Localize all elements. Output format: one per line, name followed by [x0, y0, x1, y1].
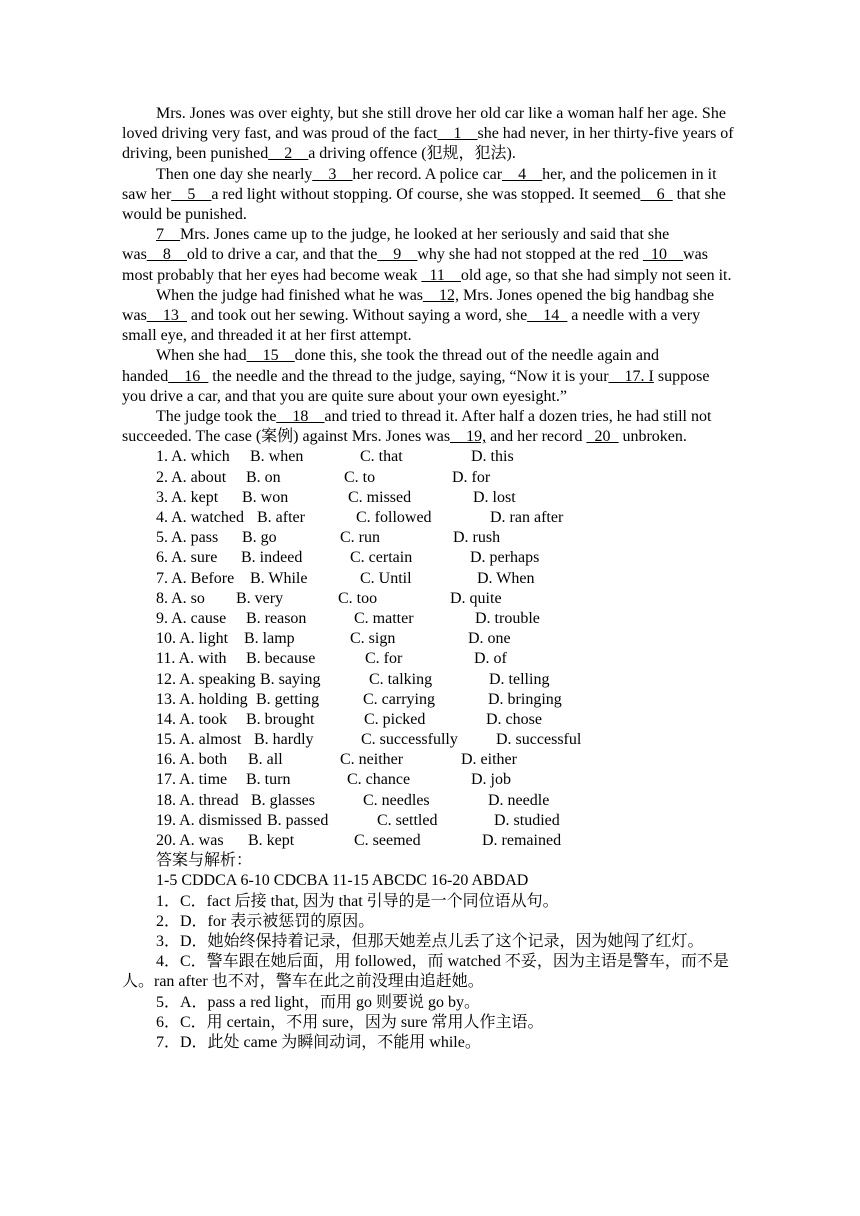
option-d: D. ran after — [490, 509, 564, 527]
option-b: B. reason — [246, 609, 307, 627]
question-number-and-option-a: 9. A. cause — [156, 609, 227, 627]
blank-marker: __16_ — [168, 367, 209, 385]
passage-text: When the judge had finished what he was — [156, 286, 424, 304]
question-option-row — [122, 710, 737, 730]
option-b: B. getting — [256, 690, 320, 708]
option-b: B. all — [248, 751, 283, 769]
option-d: D. either — [461, 751, 517, 769]
option-b: B. passed — [267, 811, 329, 829]
option-b: B. While — [250, 569, 308, 587]
question-number-and-option-a: 14. A. took — [156, 710, 228, 728]
blank-marker: __12, — [423, 286, 460, 304]
option-b: B. kept — [248, 832, 295, 850]
option-d: D. telling — [489, 670, 550, 688]
option-c: C. needles — [363, 791, 430, 809]
passage-text: Mrs. Jones was over eighty, but she still drove her old car like a woman half her age. She loved driving very fast, and was proud of the fact — [122, 105, 726, 143]
question-option-row — [122, 569, 737, 589]
blank-marker: _20_ — [586, 428, 619, 446]
option-d: D. one — [468, 630, 511, 648]
option-c: C. seemed — [354, 832, 421, 850]
passage-text: suppose you drive a car, and that you are quite sure about your own eyesight.” — [122, 367, 710, 405]
question-option-row — [122, 629, 737, 649]
option-b: B. brought — [246, 710, 315, 728]
option-c: C. matter — [354, 609, 414, 627]
question-number-and-option-a: 8. A. so — [156, 589, 205, 607]
option-d: D. quite — [450, 589, 502, 607]
option-b: B. won — [242, 488, 289, 506]
passage-paragraph-5 — [122, 346, 737, 407]
passage-text: Mrs. Jones came up to the judge, he looked at her seriously and said that she was — [122, 226, 670, 264]
passage-text: Mrs. Jones opened the big handbag she was — [122, 286, 715, 325]
option-c: C. talking — [369, 670, 433, 688]
passage-text: was most probably that her eyes had become weak — [122, 246, 708, 284]
option-b: B. go — [242, 529, 277, 547]
passage-text: unbroken. — [618, 428, 687, 446]
question-number-and-option-a: 11. A. with — [156, 650, 227, 668]
passage-text: done this, she took the thread out of the needle again and handed — [122, 347, 659, 385]
passage-text: that she would be punished. — [122, 185, 726, 224]
blank-marker: __9__ — [377, 246, 418, 264]
passage-text: old age, so that she had simply not seen it. — [460, 266, 732, 284]
option-d: D. job — [471, 771, 511, 789]
option-b: B. indeed — [241, 549, 303, 567]
option-c: C. settled — [377, 811, 438, 829]
blank-marker: __17. I — [608, 367, 654, 385]
option-c: C. for — [365, 650, 403, 668]
option-b: B. when — [250, 448, 304, 466]
question-option-row — [122, 488, 737, 508]
question-number-and-option-a: 6. A. sure — [156, 549, 218, 567]
option-c: C. that — [360, 448, 403, 466]
question-number-and-option-a: 7. A. Before — [156, 569, 235, 587]
question-option-row — [122, 690, 737, 710]
passage-text: the needle and the thread to the judge, saying, “Now it is your — [208, 367, 609, 385]
passage-text: The judge took the — [156, 408, 277, 426]
passage-text: a needle with a very small eye, and threaded it at her first attempt. — [122, 307, 701, 345]
option-d: D. bringing — [488, 690, 562, 708]
option-d: D. needle — [488, 791, 550, 809]
question-option-row — [122, 770, 737, 790]
question-number-and-option-a: 16. A. both — [156, 751, 228, 769]
option-b: B. turn — [246, 771, 291, 789]
option-c: C. Until — [360, 569, 412, 587]
blank-marker: __8__ — [146, 246, 187, 264]
answer-note-4: 4．C．警车跟在她后面，用 followed，而 watched 不妥，因为主语是警车，而不是人。ran after 也不对，警车在此之前没理由追赶她。 — [122, 953, 729, 991]
passage-text: and took out her sewing. Without saying a word, she — [186, 307, 528, 325]
option-d: D. remained — [482, 832, 562, 850]
option-c: C. too — [338, 589, 378, 607]
question-option-row — [122, 589, 737, 609]
question-option-row — [122, 609, 737, 629]
option-c: C. picked — [364, 710, 426, 728]
option-c: C. chance — [347, 771, 411, 789]
cloze-passage — [122, 104, 737, 447]
question-number-and-option-a: 1. A. which — [156, 448, 230, 466]
option-c: C. carrying — [363, 690, 435, 708]
blank-marker: __2__ — [268, 145, 309, 163]
option-b: B. because — [246, 650, 316, 668]
passage-paragraph-6 — [122, 407, 737, 447]
question-number-and-option-a: 4. A. watched — [156, 509, 244, 527]
passage-text: When she had — [156, 347, 247, 365]
option-b: B. lamp — [244, 630, 295, 648]
option-b: B. after — [257, 509, 305, 527]
answer-note-2: 2．D．for 表示被惩罚的原因。 — [156, 912, 375, 930]
passage-text: a red light without stopping. Of course, she was stopped. It seemed — [211, 185, 641, 203]
option-c: C. missed — [348, 488, 412, 506]
option-b: B. glasses — [251, 791, 315, 809]
option-c: C. sign — [350, 630, 396, 648]
question-number-and-option-a: 15. A. almost — [156, 731, 242, 749]
option-b: B. hardly — [254, 731, 314, 749]
question-option-row — [122, 831, 737, 851]
question-number-and-option-a: 17. A. time — [156, 771, 228, 789]
passage-text: and tried to thread it. After half a dozen tries, he had still not succeeded. The case (案例) against Mrs. Jones was — [122, 408, 712, 446]
question-option-row — [122, 548, 737, 568]
passage-text: her record. A police car — [352, 165, 503, 183]
question-number-and-option-a: 18. A. thread — [156, 791, 239, 809]
option-d: D. studied — [494, 811, 560, 829]
question-option-row — [122, 670, 737, 690]
passage-paragraph-2 — [122, 165, 737, 226]
question-number-and-option-a: 19. A. dismissed — [156, 811, 262, 829]
question-number-and-option-a: 10. A. light — [156, 630, 229, 648]
question-option-row — [122, 447, 737, 467]
blank-marker: __13_ — [146, 307, 187, 325]
option-c: C. run — [340, 529, 380, 547]
passage-text: old to drive a car, and that the — [186, 246, 378, 264]
option-d: D. this — [471, 448, 514, 466]
question-number-and-option-a: 3. A. kept — [156, 488, 219, 506]
question-option-row — [122, 528, 737, 548]
blank-marker: __5__ — [171, 185, 212, 203]
passage-paragraph-1 — [122, 104, 737, 165]
option-d: D. for — [452, 468, 491, 486]
question-option-row — [122, 750, 737, 770]
blank-marker: __1__ — [437, 125, 478, 143]
passage-text: she had never, in her thirty-five years of driving, been punished — [122, 125, 734, 163]
question-number-and-option-a: 5. A. pass — [156, 529, 219, 547]
option-c: C. neither — [340, 751, 404, 769]
option-b: B. saying — [260, 670, 321, 688]
blank-marker: __18__ — [276, 408, 325, 426]
answer-note-6: 6．C．用 certain，不用 sure，因为 sure 常用人作主语。 — [156, 1013, 544, 1031]
option-d: D. trouble — [475, 609, 540, 627]
blank-marker: __19, — [450, 428, 487, 446]
option-c: C. successfully — [361, 731, 458, 749]
option-c: C. followed — [356, 509, 432, 527]
option-d: D. perhaps — [470, 549, 540, 567]
option-d: D. chose — [486, 710, 542, 728]
question-number-and-option-a: 2. A. about — [156, 468, 227, 486]
answer-key: 1-5 CDDCA 6-10 CDCBA 11-15 ABCDC 16-20 ABDAD — [156, 872, 529, 890]
passage-paragraph-4 — [122, 286, 737, 347]
blank-marker: __6_ — [640, 185, 673, 203]
option-d: D. of — [474, 650, 507, 668]
question-option-row — [122, 649, 737, 669]
option-d: D. When — [477, 569, 535, 587]
document-page — [122, 104, 737, 1053]
option-d: D. successful — [496, 731, 582, 749]
blank-marker: 7__ — [156, 226, 180, 244]
answer-note-1: 1．C．fact 后接 that, 因为 that 引导的是一个同位语从句。 — [156, 892, 559, 910]
blank-marker: __15__ — [246, 347, 295, 365]
passage-text: a driving offence (犯规，犯法). — [308, 145, 516, 163]
question-option-row — [122, 468, 737, 488]
question-number-and-option-a: 12. A. speaking — [156, 670, 256, 688]
answer-note-3: 3．D．她始终保持着记录，但那天她差点儿丢了这个记录，因为她闯了红灯。 — [156, 933, 704, 951]
question-number-and-option-a: 13. A. holding — [156, 690, 248, 708]
option-d: D. rush — [453, 529, 501, 547]
option-c: C. to — [344, 468, 376, 486]
question-number-and-option-a: 20. A. was — [156, 832, 224, 850]
answer-note-5: 5．A．pass a red light，而用 go 则要说 go by。 — [156, 993, 480, 1011]
question-option-row — [122, 791, 737, 811]
question-option-row — [122, 811, 737, 831]
blank-marker: _10__ — [643, 246, 684, 264]
answer-heading: 答案与解析： — [156, 852, 253, 870]
question-option-row — [122, 730, 737, 750]
option-d: D. lost — [473, 488, 516, 506]
blank-marker: __4__ — [502, 165, 543, 183]
option-b: B. on — [246, 468, 281, 486]
option-b: B. very — [236, 589, 284, 607]
blank-marker: __3__ — [312, 165, 353, 183]
passage-text: why she had not stopped at the red — [417, 246, 644, 264]
passage-text: Then one day she nearly — [156, 165, 313, 183]
blank-marker: _11__ — [421, 266, 461, 284]
passage-paragraph-3 — [122, 225, 737, 286]
passage-text: her, and the policemen in it saw her — [122, 165, 717, 203]
blank-marker: __14_ — [527, 307, 568, 325]
answer-options-list — [122, 447, 737, 851]
answer-note-7: 7．D．此处 came 为瞬间动词，不能用 while。 — [156, 1034, 481, 1052]
option-c: C. certain — [350, 549, 413, 567]
question-option-row — [122, 508, 737, 528]
passage-text: and her record — [486, 428, 587, 446]
answer-section — [122, 851, 737, 1053]
